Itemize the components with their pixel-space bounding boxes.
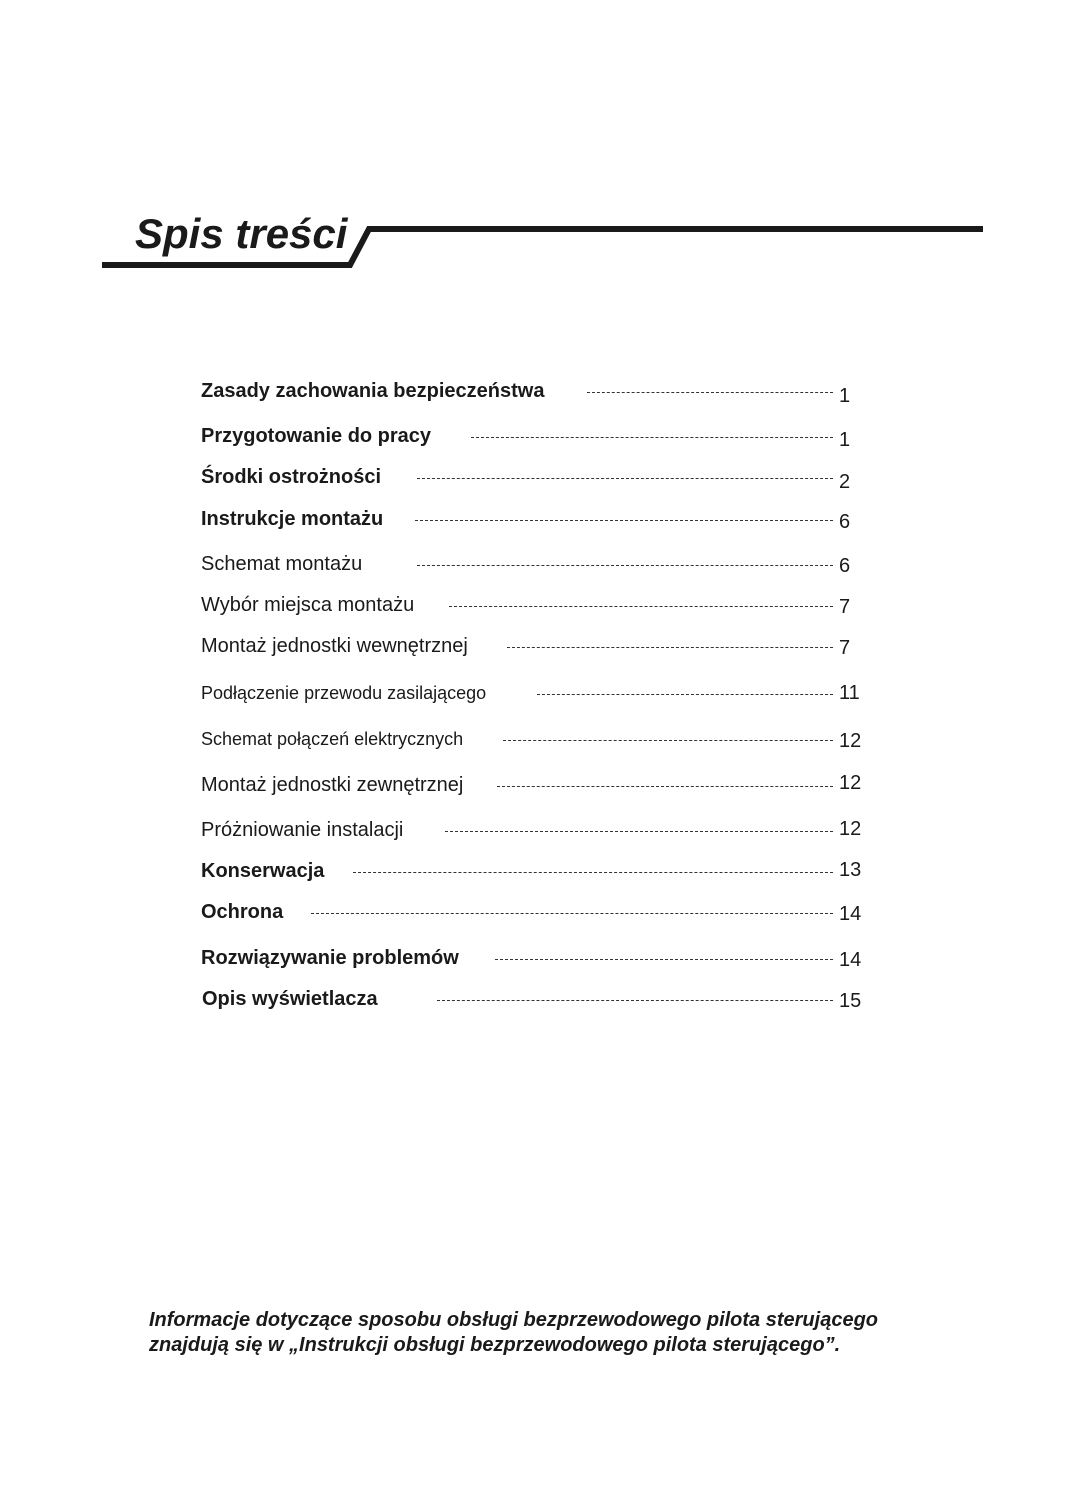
remote-control-footnote: Informacje dotyczące sposobu obsługi bezprzewodowego pilota sterującego znajdują się w „Instrukcji obsługi bezprzewodowego pilota sterującego”. bbox=[149, 1309, 879, 1356]
toc-entry-label: Instrukcje montażu bbox=[201, 506, 387, 532]
toc-entry-safety[interactable] bbox=[201, 378, 873, 408]
toc-page-number: 13 bbox=[839, 859, 862, 881]
toc-entry-label: Konserwacja bbox=[201, 858, 328, 884]
toc-page-number: 12 bbox=[839, 730, 862, 752]
toc-dot-leader bbox=[353, 872, 833, 873]
toc-entry-installation[interactable] bbox=[201, 506, 873, 536]
toc-entry-label: Środki ostrożności bbox=[201, 464, 385, 490]
toc-entry-indoor-unit[interactable] bbox=[201, 633, 873, 663]
toc-page-number: 1 bbox=[839, 429, 851, 451]
toc-entry-outdoor-unit[interactable] bbox=[201, 772, 873, 802]
toc-dot-leader bbox=[537, 694, 833, 695]
toc-page-number: 15 bbox=[839, 990, 862, 1012]
toc-entry-label: Ochrona bbox=[201, 899, 287, 925]
toc-entry-protection[interactable] bbox=[201, 899, 873, 929]
toc-entry-label: Podłączenie przewodu zasilającego bbox=[201, 680, 490, 706]
toc-entry-label: Montaż jednostki zewnętrznej bbox=[201, 772, 467, 798]
toc-page-number: 14 bbox=[839, 903, 862, 925]
toc-entry-label: Przygotowanie do pracy bbox=[201, 423, 435, 449]
toc-dot-leader bbox=[495, 959, 833, 960]
toc-entry-wiring-diagram[interactable] bbox=[201, 726, 873, 756]
page-title: Spis treści bbox=[135, 210, 348, 257]
toc-dot-leader bbox=[311, 913, 833, 914]
toc-dot-leader bbox=[587, 392, 833, 393]
toc-page-number: 7 bbox=[839, 596, 851, 618]
toc-dot-leader bbox=[497, 786, 833, 787]
toc-entry-installation-diagram[interactable] bbox=[201, 551, 873, 581]
toc-dot-leader bbox=[507, 647, 833, 648]
toc-entry-label: Opis wyświetlacza bbox=[202, 986, 382, 1012]
toc-entry-label: Schemat montażu bbox=[201, 551, 366, 577]
toc-dot-leader bbox=[445, 831, 833, 832]
toc-entry-label: Schemat połączeń elektrycznych bbox=[201, 726, 467, 752]
toc-page-number: 12 bbox=[839, 818, 862, 840]
toc-dot-leader bbox=[503, 740, 833, 741]
toc-page-number: 14 bbox=[839, 949, 862, 971]
toc-entry-troubleshooting[interactable] bbox=[201, 945, 873, 975]
toc-dot-leader bbox=[437, 1000, 833, 1001]
toc-page-number: 2 bbox=[839, 471, 851, 493]
toc-entry-maintenance[interactable] bbox=[201, 858, 873, 888]
toc-entry-display[interactable] bbox=[201, 986, 873, 1016]
toc-entry-preparation[interactable] bbox=[201, 423, 873, 453]
toc-page-number: 6 bbox=[839, 511, 851, 533]
toc-dot-leader bbox=[417, 565, 833, 566]
toc-page-number: 11 bbox=[839, 682, 860, 704]
toc-entry-label: Rozwiązywanie problemów bbox=[201, 945, 463, 971]
toc-entry-label: Wybór miejsca montażu bbox=[201, 592, 418, 618]
toc-dot-leader bbox=[449, 606, 833, 607]
toc-page-number: 1 bbox=[839, 385, 851, 407]
toc-entry-power-cable[interactable] bbox=[201, 680, 873, 710]
toc-entry-label: Próżniowanie instalacji bbox=[201, 817, 407, 843]
toc-entry-label: Zasady zachowania bezpieczeństwa bbox=[201, 378, 548, 404]
toc-page-number: 12 bbox=[839, 772, 862, 794]
toc-page-number: 6 bbox=[839, 555, 851, 577]
toc-entry-location[interactable] bbox=[201, 592, 873, 622]
toc-dot-leader bbox=[417, 478, 833, 479]
toc-dot-leader bbox=[415, 520, 833, 521]
toc-entry-label: Montaż jednostki wewnętrznej bbox=[201, 633, 472, 659]
toc-entry-precautions[interactable] bbox=[201, 464, 873, 494]
toc-entry-vacuuming[interactable] bbox=[201, 817, 873, 847]
toc-dot-leader bbox=[471, 437, 833, 438]
toc-page-number: 7 bbox=[839, 637, 851, 659]
